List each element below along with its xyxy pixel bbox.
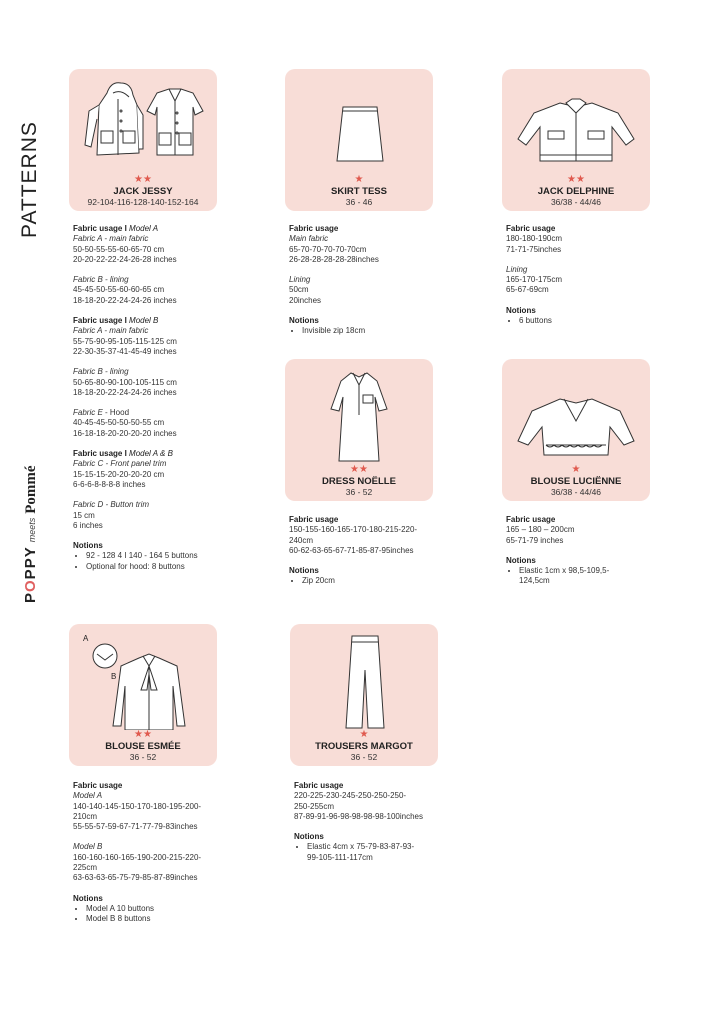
- notions-list: [506, 316, 676, 326]
- info-skirt-tess: [289, 224, 459, 337]
- fabric-label: Fabric A - main fabric: [73, 234, 149, 244]
- pattern-sizes: 36 - 52: [129, 752, 157, 762]
- fabric-inches: 6 inches: [73, 520, 103, 530]
- brand-rest: PPY: [22, 546, 39, 580]
- pattern-card-jack-delphine[interactable]: [502, 69, 650, 211]
- pattern-sizes: 36 - 46: [345, 197, 373, 207]
- brand-meets: meets: [27, 517, 37, 543]
- pattern-sizes: 36 - 52: [345, 487, 373, 497]
- list-item: • 6 buttons: [519, 316, 676, 326]
- fabric-label: Fabric B - lining: [73, 275, 129, 285]
- fabric-inches: 6-6-6-8-8-8-8 inches: [73, 479, 146, 489]
- fabric-label: Fabric E - Hood: [73, 408, 130, 418]
- brand-logo: [22, 465, 40, 603]
- fabric-cm: 210cm: [73, 811, 98, 821]
- pattern-name: TROUSERS MARGOT: [315, 741, 413, 752]
- notions-heading: Notions: [506, 305, 536, 315]
- heading: Fabric usage I Model B: [73, 316, 159, 326]
- skirt-icon: [293, 75, 425, 175]
- notions-list: [73, 904, 243, 925]
- difficulty-stars: ★★: [134, 729, 152, 740]
- difficulty-stars: ★★: [350, 464, 368, 475]
- page-title: PATTERNS: [18, 121, 41, 238]
- blouse-icon: [510, 365, 642, 465]
- fabric-inches: 18-18-20-22-24-24-26 inches: [73, 387, 177, 397]
- blouse-bow-icon: [77, 630, 209, 730]
- fabric-inches: 71-71-75inches: [506, 244, 562, 254]
- fabric-cm: 140-140-145-150-170-180-195-200-: [73, 801, 202, 811]
- dress-icon: [293, 365, 425, 465]
- heading: Fabric usage: [73, 781, 123, 790]
- heading: Fabric usage I Model A: [73, 224, 159, 233]
- info-trousers-margot: [294, 781, 464, 863]
- pattern-card-skirt-tess[interactable]: [285, 69, 433, 211]
- brand-partner: Pommé: [23, 465, 39, 514]
- fabric-label: Model A: [73, 791, 103, 801]
- fabric-cm: 220-225-230-245-250-250-250-: [294, 791, 407, 801]
- pattern-name: BLOUSE LUCIËNNE: [530, 476, 622, 487]
- list-item: • 92 - 128 4 I 140 - 164 5 buttons: [86, 551, 243, 561]
- pattern-card-blouse-lucienne[interactable]: [502, 359, 650, 501]
- heading: Fabric usage: [289, 515, 339, 524]
- fabric-inches: 18-18-20-22-24-24-26 inches: [73, 295, 177, 305]
- fabric-cm: 225cm: [73, 863, 98, 873]
- info-dress-noelle: [289, 515, 459, 587]
- heading: Fabric usage I Model A & B: [73, 449, 173, 459]
- pattern-card-jack-jessy[interactable]: [69, 69, 217, 211]
- notions-heading: Notions: [73, 541, 103, 551]
- fabric-cm: 250-255cm: [294, 801, 335, 811]
- notions-heading: Notions: [289, 316, 319, 326]
- list-item: • Model B 8 buttons: [86, 914, 243, 924]
- list-item: • Elastic 4cm x 75-79-83-87-93- 99-105-111-117cm: [307, 842, 464, 863]
- fabric-cm: 50cm: [289, 285, 309, 295]
- notions-heading: Notions: [73, 893, 103, 903]
- list-item: • Optional for hood: 8 buttons: [86, 562, 243, 572]
- fabric-label: Lining: [506, 264, 528, 274]
- jacket-icon: [510, 75, 642, 175]
- difficulty-stars: ★★: [567, 174, 585, 185]
- pattern-sizes: 36 - 52: [350, 752, 378, 762]
- notions-heading: Notions: [506, 555, 536, 565]
- fabric-cm: 15 cm: [73, 510, 95, 520]
- fabric-inches: 60-62-63-65-67-71-85-87-95inches: [289, 545, 414, 555]
- fabric-cm: 165-170-175cm: [506, 275, 563, 285]
- fabric-inches: 87-89-91-96-98-98-98-98-100inches: [294, 811, 423, 821]
- fabric-label: Main fabric: [289, 234, 329, 244]
- info-jack-jessy: [73, 224, 243, 572]
- fabric-inches: 22-30-35-37-41-45-49 inches: [73, 346, 177, 356]
- pattern-name: DRESS NOËLLE: [322, 476, 396, 487]
- notions-list: [73, 551, 243, 572]
- list-item: • Invisible zip 18cm: [302, 326, 459, 336]
- fabric-label: Fabric D - Button trim: [73, 500, 150, 510]
- fabric-cm: 40-45-45-50-50-50-55 cm: [73, 418, 165, 428]
- fabric-cm: 15-15-15-20-20-20-20 cm: [73, 469, 165, 479]
- fabric-label: Fabric C - Front panel trim: [73, 459, 167, 469]
- fabric-cm: 55-75-90-95-105-115-125 cm: [73, 336, 177, 346]
- fabric-cm: 180-180-190cm: [506, 234, 563, 244]
- info-blouse-lucienne: [506, 515, 676, 587]
- difficulty-stars: ★: [359, 729, 369, 740]
- info-blouse-esmee: [73, 781, 243, 925]
- pattern-card-blouse-esmee[interactable]: [69, 624, 217, 766]
- list-item: • Zip 20cm: [302, 576, 459, 586]
- variant-label-b: B: [111, 672, 117, 681]
- list-item: • Elastic 1cm x 98,5-109,5- 124,5cm: [519, 566, 676, 587]
- variant-label-a: A: [83, 634, 89, 643]
- fabric-label: Fabric A - main fabric: [73, 326, 149, 336]
- pattern-sizes: 36/38 - 44/46: [550, 487, 602, 497]
- pattern-card-trousers-margot[interactable]: [290, 624, 438, 766]
- fabric-inches: 16-18-18-20-20-20-20 inches: [73, 428, 177, 438]
- pattern-sizes: 92-104-116-128-140-152-164: [87, 197, 199, 207]
- notions-list: [506, 566, 676, 587]
- fabric-label: Model B: [73, 842, 103, 852]
- difficulty-stars: ★: [354, 174, 364, 185]
- notions-heading: Notions: [289, 566, 319, 576]
- fabric-cm: 65-70-70-70-70-70cm: [289, 244, 367, 254]
- fabric-cm: 45-45-50-55-60-60-65 cm: [73, 285, 165, 295]
- difficulty-stars: ★: [571, 464, 581, 475]
- pattern-name: JACK JESSY: [113, 186, 173, 197]
- list-item: • Model A 10 buttons: [86, 904, 243, 914]
- pattern-sizes: 36/38 - 44/46: [550, 197, 602, 207]
- fabric-label: Lining: [289, 275, 311, 285]
- heading: Fabric usage: [506, 224, 556, 233]
- fabric-inches: 26-28-28-28-28-28inches: [289, 254, 379, 264]
- fabric-cm: 150-155-160-165-170-180-215-220-: [289, 525, 418, 535]
- fabric-inches: 65-67-69cm: [506, 285, 549, 295]
- pattern-name: SKIRT TESS: [331, 186, 387, 197]
- fabric-inches: 55-55-57-59-67-71-77-79-83inches: [73, 822, 198, 832]
- fabric-cm: 160-160-160-165-190-200-215-220-: [73, 852, 202, 862]
- notions-list: [289, 576, 459, 586]
- fabric-cm: 240cm: [289, 535, 314, 545]
- notions-heading: Notions: [294, 832, 324, 842]
- fabric-cm: 50-65-80-90-100-105-115 cm: [73, 377, 177, 387]
- difficulty-stars: ★★: [134, 174, 152, 185]
- fabric-cm: 165 – 180 – 200cm: [506, 525, 575, 535]
- fabric-inches: 65-71-79 inches: [506, 535, 564, 545]
- notions-list: [294, 842, 464, 863]
- brand-star-letter: O: [22, 579, 39, 592]
- pattern-card-dress-noelle[interactable]: [285, 359, 433, 501]
- fabric-label: Fabric B - lining: [73, 367, 129, 377]
- info-jack-delphine: [506, 224, 676, 326]
- pattern-name: JACK DELPHINE: [537, 186, 615, 197]
- fabric-cm: 50-50-55-55-60-65-70 cm: [73, 244, 165, 254]
- heading: Fabric usage: [294, 781, 344, 790]
- trousers-icon: [298, 630, 430, 730]
- fabric-inches: 63-63-63-65-75-79-85-87-89inches: [73, 873, 198, 883]
- fabric-inches: 20-20-22-22-24-26-28 inches: [73, 254, 177, 264]
- jacket-hooded-icon: [77, 75, 209, 175]
- fabric-inches: 20inches: [289, 295, 322, 305]
- brand-letter: P: [22, 591, 39, 603]
- pattern-name: BLOUSE ESMÉE: [105, 741, 181, 752]
- heading: Fabric usage: [506, 515, 556, 524]
- heading: Fabric usage: [289, 224, 339, 233]
- notions-list: [289, 326, 459, 336]
